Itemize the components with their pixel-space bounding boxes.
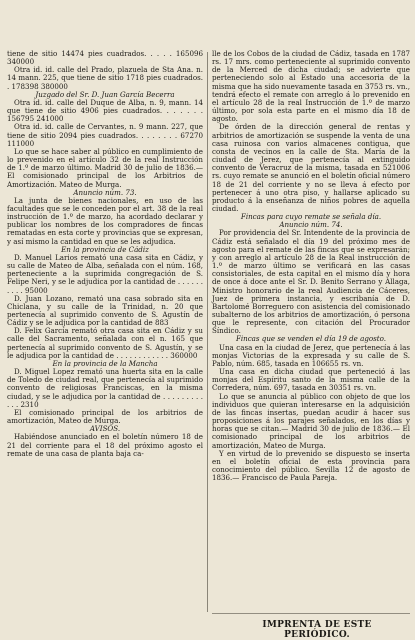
column-divider — [207, 52, 208, 612]
paragraph: D. Juan Lozano, remató una casa sobrado sita en Chiclana, y su calle de la Trinidad, n. 20 que pertenecía al suprimido convento de S. Agustín de Cádiz y se le adjudica por la cantidad de 883 — [7, 293, 203, 328]
section-heading: En la provincia de Cádiz — [61, 244, 149, 254]
paragraph: Otra id. id. calle del Duque de Alba, n. 9, mann. 14 que tiene de sitio 4906 pies cuadrados. . . . . . . 156795 241000 — [7, 97, 203, 124]
section-heading: Anuncio núm. 73. — [73, 187, 137, 197]
section-heading: En la provincia de la Mancha — [52, 358, 158, 368]
imprint-footer: IMPRENTA DE ESTE PERIÓDICO. — [262, 620, 372, 640]
paragraph: Una casa en la ciudad de Jerez, que pertenecía á las monjas Victorias de la expresada y su calle de S. Pablo, núm. 685, tasada en 106655 rs. vn. — [212, 342, 410, 368]
paragraph: D. Manuel Larios remató una casa sita en Cádiz, y su calle de Mateo de Alba, señalada con el núm. 168, perteneciente a la suprimida congregación de S. Felipe Neri, y se le adjudica por la cantidad de . . . . . . . . . . 95000 — [7, 252, 203, 295]
paragraph: Lo que se anuncia al público con objeto de que los individuos que quieran interesarse en la adquisición de las fincas insertas, puedan acudir á hacer sus proposiciones á los parajes señalados, en los días y horas que se citan.— Madrid 30 de julio de 1836.— El comisionado principal de los arbitrios de amortización, Mateo de Murga. — [212, 391, 410, 450]
section-heading: Fincas que se venden el día 19 de agosto. — [235, 334, 387, 344]
paragraph: D. Miguel Lopez remató una huerta sita en la calle de Toledo de ciudad real, que pertenecía al suprimido convento de religiosas Franciscas, en la misma ciudad, y se le adjudica por la cantidad de . . . . . . . . . . . . 2310 — [7, 367, 203, 409]
paragraph: lle de los Cobos de la ciudad de Cádiz, tasada en 1787 rs. 17 mrs. como perteneciente al suprimido convento de la Merced de dicha ciudad; se advierte que perteneciendo solo al Estado una accesoria de la misma que ha sido nuevamente tasada en 3753 rs. vn., tendrá efecto el remate con arreglo á lo prevenido en el artículo 28 de la real Instrucción de 1.º de marzo último, por sola esta parte en el mismo día 18 de agosto. — [212, 49, 410, 124]
section-heading: Fincas para cuyo remate se señala día. — [240, 212, 382, 222]
section-heading: AVISOS. — [89, 424, 121, 434]
paragraph: El comisionado principal de los arbitrios de amortización, Mateo de Murga. — [7, 407, 203, 426]
paragraph: Otra id. id. calle del Prado, plazuela de Sta Ana. n. 14 mann. 225, que tiene de sitio 1718 pies cuadrados. . 178398 380000 — [7, 65, 203, 91]
paragraph: Una casa en dicha ciudad que perteneció á las monjas del Espíritu santo de la misma calle de la Corredera, núm. 697, tasada en 30351 rs. vn. — [212, 367, 410, 393]
footer-rule — [212, 613, 410, 614]
paragraph: D. Felix García remató otra casa sita en Cádiz y su calle del Sacramento, señalada con el n. 165 que pertenecía al suprimido convento de S. Agustín, y se le adjudica por la cantidad de . . . . . . . . . . . . 360000 — [7, 326, 203, 360]
left-column — [7, 50, 203, 458]
paragraph: Habiéndose anunciado en el boletín número 18 de 21 del corriente para el 18 del próximo agosto el remate de una casa de planta baja ca- — [7, 432, 203, 458]
paragraph: La junta de bienes nacionales, en uso de las facultades que se le conceden por el art. 38 de la real instrucción de 1.º de marzo, ha acordado declarar y publicar los nombres de los compradores de fincas rematadas en esta corte y provincias que se expresan, y así mismo la cantidad en que se les adjudica. — [7, 195, 203, 246]
paragraph: Lo que se hace saber al público en cumplimiento de lo prevenido en el artículo 32 de la real Instrucción de 1.º de marzo último. Madrid 30 de julio de 1836.— El comisionado principal de los Arbitrios de Amortización. Mateo de Murga. — [7, 146, 203, 189]
paragraph: Otra id. id. calle de Cervantes, n. 9 mann. 227, que tiene de sitio 2094 pies cuadrados. . . . . . . . 67270 111000 — [7, 122, 203, 148]
section-heading: Anuncio núm. 74. — [279, 220, 343, 230]
paragraph: De órden de la dirección general de rentas y arbitrios de amortización se suspende la venta de una casa ruinosa con varios almacenes contigua, que consta de vecinos en la calle de Sta. María de la ciudad de Jerez, que pertenecía al extinguido convento de Veracruz de la misma, tasada en 521006 rs. cuyo remate se anunció en el boletín oficial número 18 de 21 del corriente y no se lleva á efecto por pertenecer á uno otra piso, y hallarse aplicado su producto á la enseñanza de niños pobres de aquella ciudad. — [212, 122, 410, 213]
section-heading: Juzgado del Sr. D. Juan García Becerra — [35, 89, 175, 99]
right-column — [212, 50, 410, 482]
paragraph: Y en virtud de lo prevenido se dispuesto se inserta en el boletín oficial de esta provincia para conocimiento del público. Sevilla 12 de agosto de 1836.— Francisco de Paula Pareja. — [212, 448, 410, 483]
paragraph: Por providencia del Sr. Intendente de la provincia de Cádiz está señalado el día 19 del próximo mes de agosto para el remate de las fincas que se expresarán; y con arreglo al artículo 28 de la Real instrucción de 1.º de marzo último se verificará en las casas consistoriales, de esta capital en el mismo día y hora de once á doce ante el Sr. D. Benito Serrano y Allaga, Ministro honorario de la real Audiencia de Cáceres, Juez de primera instancia, y escribanía de D. Bartolomé Borreguero con asistencia del comisionado subalterno de los arbitrios de amortización, ó persona que le represente, con citación del Procurador Síndico. — [212, 228, 410, 336]
paragraph: tiene de sitio 14474 pies cuadrados. . . . . 165096 340000 — [7, 49, 203, 67]
